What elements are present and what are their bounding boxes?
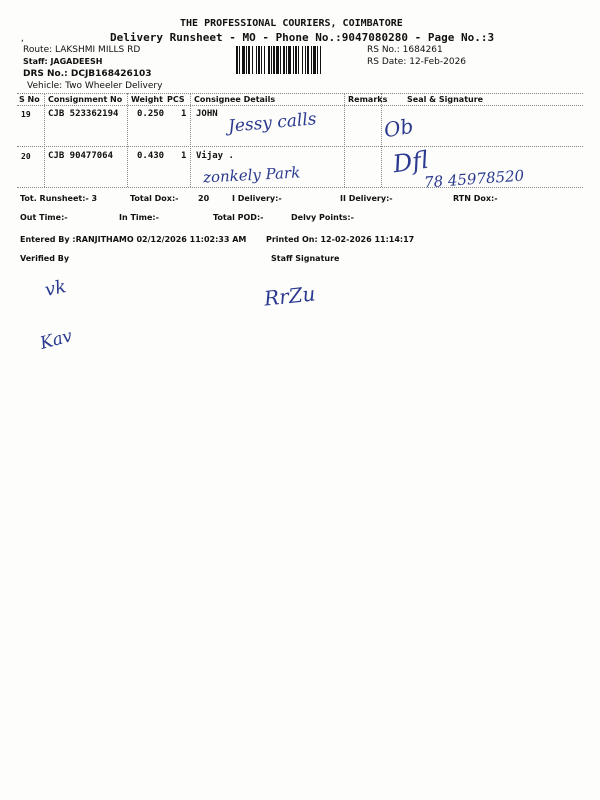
row-consignment: CJB 523362194 [48, 109, 119, 119]
row-consignee: JOHN [196, 109, 218, 119]
table-header-border [17, 105, 583, 106]
col-header-consignee: Consignee Details [194, 95, 276, 104]
row-handwritten-note: zonkely Park [202, 163, 301, 187]
staff-label: Staff: JAGADEESH [23, 57, 103, 66]
barcode-bar [311, 46, 312, 74]
staff-signature: RrZu [262, 281, 317, 311]
ii-delivery: II Delivery:- [340, 194, 393, 203]
vehicle-label: Vehicle: Two Wheeler Delivery [27, 81, 163, 91]
total-pod: Total POD:- [213, 213, 264, 222]
barcode-bar [280, 46, 281, 74]
corner-mark: , [20, 34, 25, 43]
tot-runsheet: Tot. Runsheet:- 3 [20, 194, 98, 203]
barcode-bar [305, 46, 306, 74]
in-time: In Time:- [119, 213, 159, 222]
barcode-bar [258, 46, 260, 74]
table-col-divider [344, 93, 345, 187]
total-dox-value: 20 [198, 194, 210, 203]
col-header-sno: S No [19, 95, 40, 104]
col-header-seal-signature: Seal & Signature [407, 95, 484, 104]
barcode-bar [242, 46, 245, 74]
rs-number: RS No.: 1684261 [367, 45, 443, 55]
barcode-bar [256, 46, 257, 74]
row-handwritten-note: Jessy calls [227, 109, 318, 137]
row-sno: 19 [21, 110, 31, 119]
barcode-bar [261, 46, 262, 74]
row-consignment: CJB 90477064 [48, 151, 114, 161]
verified-by-label: Verified By [20, 254, 70, 263]
table-col-divider [190, 93, 191, 187]
row-consignee: Vijay . [196, 151, 234, 161]
row-weight: 0.430 [137, 151, 165, 161]
barcode-bar [302, 46, 303, 74]
barcode-bar [286, 46, 287, 74]
row-phone-number: 78 45978520 [423, 166, 525, 192]
barcode-bar [276, 46, 279, 74]
col-header-pcs: PCS [167, 95, 185, 104]
row-pcs: 1 [181, 151, 187, 161]
table-top-border [17, 93, 583, 94]
row-signature: Ob [382, 113, 416, 143]
barcode-bar [264, 46, 265, 74]
barcode [236, 46, 366, 74]
table-bottom-border [17, 187, 583, 188]
printed-on: Printed On: 12-02-2026 11:14:17 [266, 235, 415, 244]
runsheet-title: Delivery Runsheet - MO - Phone No.:9047080280 - Page No.:3 [110, 31, 495, 44]
i-delivery: I Delivery:- [232, 194, 282, 203]
barcode-bar [307, 46, 309, 74]
table-col-divider [127, 93, 128, 187]
table-row-divider [17, 146, 583, 147]
barcode-bar [248, 46, 250, 74]
barcode-bar [271, 46, 272, 74]
col-header-weight: Weight [131, 95, 163, 104]
barcode-bar [317, 46, 318, 74]
staff-signature-label: Staff Signature [271, 254, 340, 263]
table-col-divider [381, 93, 382, 187]
company-title: THE PROFESSIONAL COURIERS, COIMBATORE [180, 18, 403, 29]
verified-signature: vk [43, 276, 69, 301]
out-time: Out Time:- [20, 213, 68, 222]
barcode-bar [283, 46, 285, 74]
total-dox-label: Total Dox:- [130, 194, 179, 203]
barcode-bar [239, 46, 240, 74]
barcode-bar [320, 46, 321, 74]
rtn-dox: RTN Dox:- [453, 194, 498, 203]
col-header-remarks: Remarks [348, 95, 388, 104]
row-weight: 0.250 [137, 109, 165, 119]
row-pcs: 1 [181, 109, 187, 119]
route-label: Route: LAKSHMI MILLS RD [23, 45, 141, 55]
barcode-bar [293, 46, 294, 74]
row-signature: Dfl [391, 145, 431, 179]
barcode-bar [268, 46, 270, 74]
delvy-points: Delvy Points:- [291, 213, 354, 222]
barcode-bar [295, 46, 297, 74]
rs-date: RS Date: 12-Feb-2026 [367, 57, 467, 67]
barcode-bar [273, 46, 275, 74]
table-col-divider [44, 93, 45, 187]
barcode-bar [313, 46, 316, 74]
barcode-bar [252, 46, 253, 74]
drs-number: DRS No.: DCJB168426103 [23, 69, 152, 79]
barcode-bar [246, 46, 247, 74]
barcode-bar [298, 46, 299, 74]
barcode-bar [236, 46, 238, 74]
row-sno: 20 [21, 152, 31, 161]
verified-signature-initials: Kav [37, 326, 75, 354]
col-header-consignment: Consignment No [48, 95, 123, 104]
entered-by: Entered By :RANJITHAMO 02/12/2026 11:02:33 AM [20, 235, 247, 244]
barcode-bar [288, 46, 291, 74]
